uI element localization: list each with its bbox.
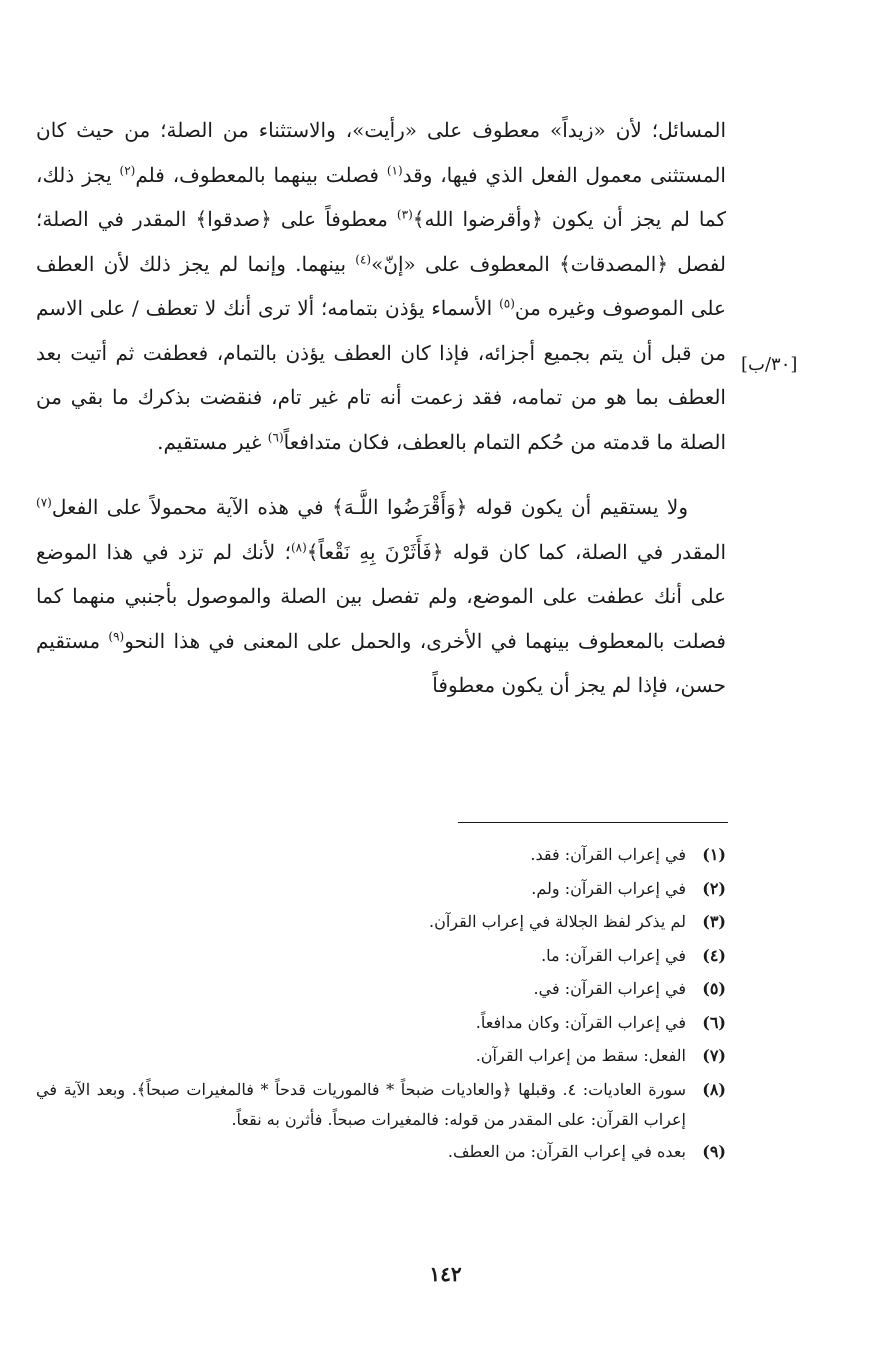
main-text <box>36 108 726 708</box>
footnote-text: في إعراب القرآن: ولم. <box>531 878 686 898</box>
footnote-text: في إعراب القرآن: في. <box>533 979 686 998</box>
text-segment: يجز ذلك، كما لم يجز أن يكون ﴿وأقرضوا الله﴾ <box>36 162 726 231</box>
footnote-text: في إعراب القرآن: فقد. <box>530 845 686 864</box>
footnote-reference: (٧) <box>36 495 52 510</box>
text-segment: فصلت بينهما بالمعطوف، فلم <box>135 162 387 187</box>
text-segment: معطوفاً على ﴿صدقوا﴾ المقدر في الصلة؛ لفصل ﴿المصدقات﴾ المعطوف على «إنّ» <box>36 207 726 276</box>
footnote-number: (٨) <box>702 1079 726 1099</box>
footnote-text: الفعل: سقط من إعراب القرآن. <box>475 1046 686 1065</box>
footnote-reference: (٨) <box>290 539 307 554</box>
paragraph <box>36 108 726 464</box>
text-segment: الأسماء يؤذن بتمامه؛ ألا ترى أنك لا تعطف / على الاسم من قبل أن يتم بجميع أجزائه، فإذا كان العطف يؤذن بالتمام، فعطفت ثم أتيت بعد العطف بما هو من تمامه، فقد زعمت أنه تام غير تام، فنقضت بذكرك ما بقي من الصلة ما قدمته من حُكم التمام بالعطف، فكان متدافعاً <box>36 296 726 454</box>
footnote-number: (٢) <box>702 878 726 898</box>
text-segment: بينهما. وإنما لم يجز ذلك لأن العطف على الموصوف وغيره من <box>36 251 726 320</box>
footnote-separator <box>458 822 728 823</box>
footnote-item <box>36 872 726 906</box>
text-segment: مستقيم حسن، فإذا لم يجز أن يكون معطوفاً <box>36 628 726 697</box>
footnote-item <box>36 838 726 872</box>
footnote-item <box>36 905 726 939</box>
footnote-reference: (٢) <box>119 162 136 177</box>
footnote-text: لم يذكر لفظ الجلالة في إعراب القرآن. <box>429 912 686 931</box>
footnote-text: سورة العاديات: ٤. وقبلها ﴿والعاديات ضبحاً * فالموريات قدحاً * فالمغيرات صبحاً﴾. وبعد الآية في إعراب القرآن: على المقدر من قوله: فالمغيرات صبحاً. فأثرن به نقعاً. <box>36 1079 686 1129</box>
footnote-text: بعده في إعراب القرآن: من العطف. <box>447 1141 686 1161</box>
footnote-reference: (٥) <box>499 296 515 311</box>
footnote-reference: (٣) <box>396 207 413 222</box>
footnote-number: (٥) <box>702 979 726 998</box>
footnote-item <box>36 1135 726 1169</box>
footnote-text: في إعراب القرآن: ما. <box>541 945 686 965</box>
footnote-number: (٤) <box>702 945 726 965</box>
footnote-item <box>36 1039 726 1073</box>
text-segment: ولا يستقيم أن يكون قوله ﴿وَأَقْرَضُوا اللَّـهَ﴾ في هذه الآية محمولاً على الفعل <box>51 495 688 519</box>
text-segment: المقدر في الصلة، كما كان قوله ﴿فَأَثَرْنَ بِهِ نَقْعاً﴾ <box>306 539 727 564</box>
footnote-number: (٣) <box>702 912 726 931</box>
footnote-reference: (٤) <box>355 251 372 266</box>
footnote-item <box>36 1073 726 1135</box>
footnote-number: (٧) <box>702 1046 726 1065</box>
text-segment: غير مستقيم. <box>157 429 268 454</box>
footnote-item <box>36 939 726 973</box>
footnote-item <box>36 972 726 1006</box>
footnote-reference: (١) <box>386 162 403 177</box>
manuscript-folio-marker: [٣٠/ب] <box>741 354 798 375</box>
paragraph <box>36 485 726 708</box>
footnotes-list <box>36 838 726 1168</box>
footnote-reference: (٩) <box>108 628 125 643</box>
footnote-number: (٦) <box>702 1012 726 1032</box>
footnote-reference: (٦) <box>267 429 284 444</box>
text-segment: المسائل؛ لأن «زيداً» معطوف على «رأيت»، والاستثناء من الصلة؛ من حيث كان المستثنى معمول الفعل الذي فيها، وقد <box>36 118 726 187</box>
footnote-item <box>36 1006 726 1040</box>
page-number: ١٤٢ <box>429 1262 462 1286</box>
footnote-number: (١) <box>702 845 726 864</box>
footnote-number: (٩) <box>702 1141 726 1161</box>
footnote-text: في إعراب القرآن: وكان مدافعاً. <box>475 1012 686 1032</box>
text-segment: ؛ لأنك لم تزد في هذا الموضع على أنك عطفت على الموضع، ولم تفصل بين الصلة والموصول بأجنبي منهما كما فصلت بالمعطوف بينهما في الأخرى، والحمل على المعنى في هذا النحو <box>36 539 726 653</box>
